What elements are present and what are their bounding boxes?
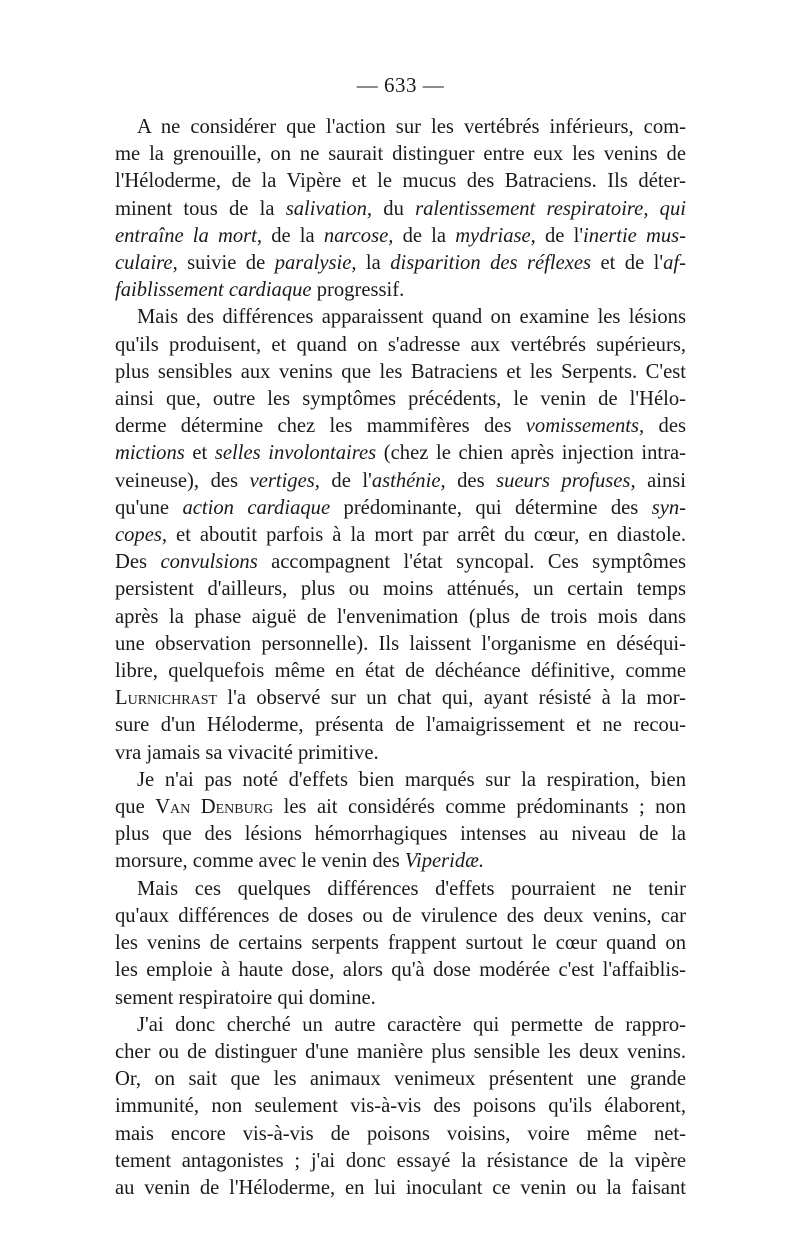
text-line bbox=[115, 658, 686, 685]
text-line bbox=[115, 576, 686, 603]
text-line bbox=[115, 304, 686, 331]
book-page bbox=[115, 70, 686, 1202]
italic-run: mictions bbox=[115, 442, 185, 465]
paragraph bbox=[115, 1012, 686, 1202]
text-line bbox=[115, 985, 686, 1012]
text-line bbox=[115, 440, 686, 467]
text-run: ainsi bbox=[635, 469, 687, 492]
text-line bbox=[115, 1093, 686, 1120]
text-line bbox=[115, 413, 686, 440]
small-caps-name: Van Denburg bbox=[155, 796, 274, 819]
italic-run: entraîne la mort, bbox=[115, 224, 263, 247]
text-line bbox=[115, 1121, 686, 1148]
text-run: minent tous de la bbox=[115, 197, 286, 220]
paragraph bbox=[115, 114, 686, 304]
text-run: accompagnent l'état syncopal. Ces symptômes bbox=[257, 551, 686, 574]
text-run: de l' bbox=[319, 469, 372, 492]
text-run: sure d'un Héloderme, présenta de l'amaigrissement et ne recou- bbox=[115, 714, 686, 737]
text-run: des bbox=[445, 469, 497, 492]
text-run: du bbox=[372, 197, 416, 220]
text-line bbox=[115, 794, 686, 821]
text-run: plus que des lésions hémorrhagiques intenses au niveau de la bbox=[115, 823, 686, 846]
italic-run: Viperidæ. bbox=[404, 850, 485, 873]
body-text bbox=[115, 114, 686, 1202]
italic-run: vomissements, bbox=[525, 415, 645, 438]
italic-run: narcose, bbox=[323, 224, 394, 247]
italic-run: ralentissement respiratoire, qui bbox=[415, 197, 687, 220]
text-line bbox=[115, 876, 686, 903]
text-run: plus sensibles aux venins que les Batraciens et les Serpents. C'est bbox=[115, 360, 686, 383]
text-line bbox=[115, 903, 686, 930]
italic-run: af- bbox=[663, 252, 686, 275]
italic-run: syn- bbox=[651, 496, 687, 519]
text-run: derme détermine chez les mammifères des bbox=[115, 415, 526, 438]
text-run: de la bbox=[262, 224, 324, 247]
text-line bbox=[115, 549, 686, 576]
text-line bbox=[115, 740, 686, 767]
text-line bbox=[115, 196, 686, 223]
text-run: l'a observé sur un chat qui, ayant résisté à la mor- bbox=[217, 687, 686, 710]
text-line bbox=[115, 957, 686, 984]
text-run: et de l' bbox=[591, 252, 664, 275]
italic-run: paralysie, bbox=[274, 252, 357, 275]
text-run: mais encore vis-à-vis de poisons voisins, voire même net- bbox=[115, 1122, 686, 1145]
text-run: Or, on sait que les animaux venimeux présentent une grande bbox=[115, 1068, 686, 1091]
text-run: (chez le chien après injection intra- bbox=[376, 442, 686, 465]
text-run: sement respiratoire qui domine. bbox=[115, 986, 376, 1009]
italic-run: vertiges, bbox=[249, 469, 320, 492]
paragraph bbox=[115, 767, 686, 876]
text-run: qu'aux différences de doses ou de virulence des deux venins, car bbox=[115, 904, 686, 927]
text-run: l'Héloderme, de la Vipère et le mucus des Batraciens. Ils déter- bbox=[115, 170, 686, 193]
text-run: veineuse), des bbox=[115, 469, 250, 492]
paragraph bbox=[115, 876, 686, 1012]
text-run: et bbox=[184, 442, 215, 465]
text-run: de l' bbox=[535, 224, 584, 247]
text-run: la bbox=[356, 252, 391, 275]
text-run: Des bbox=[115, 551, 161, 574]
text-line bbox=[115, 277, 686, 304]
page-number: — 633 — bbox=[356, 73, 445, 97]
text-line bbox=[115, 141, 686, 168]
text-run: suivie de bbox=[177, 252, 275, 275]
text-run: J'ai donc cherché un autre caractère qui permette de rappro- bbox=[137, 1013, 686, 1036]
text-run: immunité, non seulement vis-à-vis des poisons qu'ils élaborent, bbox=[115, 1095, 686, 1118]
text-run: des bbox=[644, 415, 686, 438]
text-line bbox=[115, 114, 686, 141]
italic-run: action cardiaque bbox=[182, 496, 331, 519]
text-run: tement antagonistes ; j'ai donc essayé la résistance de la vipère bbox=[115, 1149, 686, 1172]
small-caps-name: Lurnichrast bbox=[115, 687, 218, 710]
italic-run: inertie mus- bbox=[583, 224, 687, 247]
text-line bbox=[115, 250, 686, 277]
text-run: A ne considérer que l'action sur les vertébrés inférieurs, com- bbox=[137, 116, 686, 138]
text-run: que bbox=[115, 796, 156, 819]
italic-run: disparition des réflexes bbox=[390, 252, 592, 275]
text-run: les emploie à haute dose, alors qu'à dose modérée c'est l'affaiblis- bbox=[115, 959, 686, 982]
text-line bbox=[115, 1039, 686, 1066]
text-line bbox=[115, 604, 686, 631]
text-line bbox=[115, 821, 686, 848]
text-line bbox=[115, 1012, 686, 1039]
italic-run: faiblissement cardiaque bbox=[115, 279, 312, 302]
text-run: après la phase aiguë de l'envenimation (plus de trois mois dans bbox=[115, 605, 686, 628]
text-line bbox=[115, 1066, 686, 1093]
text-run: prédominante, qui détermine des bbox=[330, 496, 652, 519]
italic-run: asthénie, bbox=[371, 469, 446, 492]
text-run: me la grenouille, on ne saurait distinguer entre eux les venins de bbox=[115, 143, 686, 166]
text-line bbox=[115, 1175, 686, 1202]
text-run: morsure, comme avec le venin des bbox=[115, 850, 405, 873]
text-run: une observation personnelle). Ils laissent l'organisme en déséqui- bbox=[115, 632, 686, 655]
text-run: persistent d'ailleurs, plus ou moins atténués, un certain temps bbox=[115, 578, 686, 601]
text-run: et aboutit parfois à la mort par arrêt du cœur, en diastole. bbox=[167, 524, 686, 547]
text-line bbox=[115, 332, 686, 359]
italic-run: sueurs profuses, bbox=[496, 469, 636, 492]
text-line bbox=[115, 712, 686, 739]
text-line bbox=[115, 767, 686, 794]
text-line bbox=[115, 468, 686, 495]
text-run: cher ou de distinguer d'une manière plus sensible les deux venins. bbox=[115, 1040, 686, 1063]
text-run: au venin de l'Héloderme, en lui inoculant ce venin ou la faisant bbox=[115, 1176, 686, 1199]
text-line bbox=[115, 386, 686, 413]
text-line bbox=[115, 930, 686, 957]
text-run: de la bbox=[393, 224, 456, 247]
text-run: vra jamais sa vivacité primitive. bbox=[115, 741, 379, 764]
text-run: les ait considérés comme prédominants ; non bbox=[273, 796, 686, 819]
text-run: progressif. bbox=[311, 279, 405, 302]
text-run: Mais ces quelques différences d'effets pourraient ne tenir bbox=[137, 877, 686, 900]
text-run: ainsi que, outre les symptômes précédents, le venin de l'Hélo- bbox=[115, 388, 686, 411]
italic-run: selles involontaires bbox=[214, 442, 377, 465]
text-line bbox=[115, 168, 686, 195]
text-run: libre, quelquefois même en état de déchéance définitive, comme bbox=[115, 660, 686, 683]
italic-run: copes, bbox=[115, 524, 168, 547]
paragraph bbox=[115, 304, 686, 766]
text-run: Mais des différences apparaissent quand on examine les lésions bbox=[137, 306, 686, 329]
text-line bbox=[115, 848, 686, 875]
text-line bbox=[115, 522, 686, 549]
text-line bbox=[115, 495, 686, 522]
text-line bbox=[115, 685, 686, 712]
italic-run: salivation, bbox=[285, 197, 373, 220]
text-run: qu'ils produisent, et quand on s'adresse aux vertébrés supérieurs, bbox=[115, 333, 686, 356]
text-line bbox=[115, 631, 686, 658]
italic-run: mydriase, bbox=[455, 224, 536, 247]
text-line bbox=[115, 359, 686, 386]
text-line bbox=[115, 1148, 686, 1175]
text-line bbox=[115, 223, 686, 250]
text-run: Je n'ai pas noté d'effets bien marqués sur la respiration, bien bbox=[137, 768, 686, 791]
text-run: qu'une bbox=[115, 496, 183, 519]
italic-run: convulsions bbox=[160, 551, 258, 574]
text-run: les venins de certains serpents frappent surtout le cœur quand on bbox=[115, 932, 686, 955]
italic-run: culaire, bbox=[115, 252, 178, 275]
